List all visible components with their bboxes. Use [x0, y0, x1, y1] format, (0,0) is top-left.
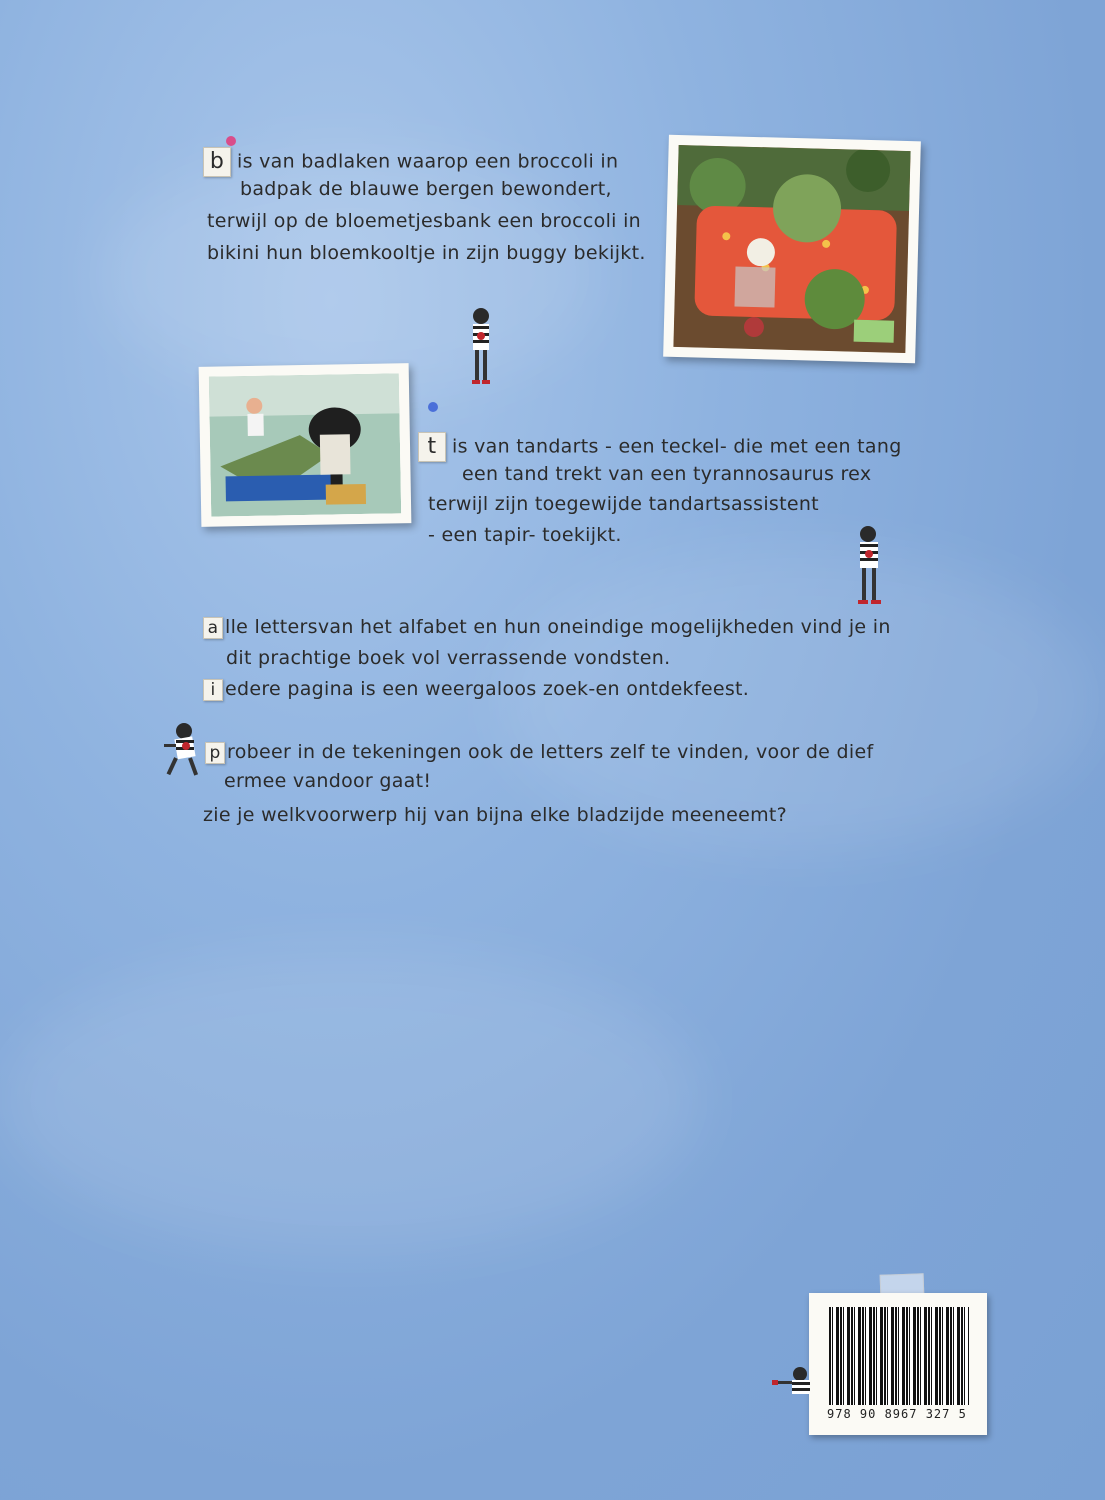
entry-t-line-4: - een tapir- toekijkt.	[428, 524, 622, 546]
barcode-label	[809, 1293, 987, 1435]
entry-a-line-2: dit prachtige boek vol verrassende vondsten.	[226, 647, 671, 669]
entry-p	[205, 739, 873, 765]
entry-b-line-3: terwijl op de bloemetjesbank een broccoli in	[207, 210, 642, 232]
running-thief-icon	[162, 722, 206, 782]
entry-p-line-1: robeer in de tekeningen ook de letters zelf te vinden, voor de dief	[227, 741, 874, 763]
entry-p-line-3: zie je welkvoorwerp hij van bijna elke bladzijde meeneemt?	[203, 804, 788, 826]
thief-figure-icon	[466, 306, 496, 386]
entry-t	[418, 432, 902, 462]
entry-b-line-2: badpak de blauwe bergen bewondert,	[240, 178, 612, 200]
pin-icon	[226, 136, 236, 146]
tapir-dentist-illustration	[199, 363, 412, 527]
entry-t-line-3: terwijl zijn toegewijde tandartsassistent	[428, 493, 819, 515]
entry-a-line-1: lle lettersvan het alfabet en hun oneindige mogelijkheden vind je in	[225, 616, 891, 638]
peeking-thief-icon	[772, 1366, 812, 1396]
barcode-bars	[829, 1307, 969, 1405]
thief-figure-icon	[852, 524, 888, 608]
entry-b	[203, 147, 618, 177]
broccoli-illustration-image	[673, 145, 910, 353]
entry-b-line-1: is van badlaken waarop een broccoli in	[237, 150, 619, 173]
isbn-number: 978 90 8967 327 5	[827, 1407, 967, 1421]
entry-b-line-4: bikini hun bloemkooltje in zijn buggy bekijkt.	[207, 242, 646, 264]
letter-tile-t: t	[418, 432, 446, 462]
background-cloud	[0, 950, 700, 1250]
letter-tile-b: b	[203, 147, 231, 177]
entry-a	[203, 614, 891, 640]
letter-tile-p: p	[205, 742, 225, 764]
letter-tile-a: a	[203, 617, 223, 639]
letter-tile-i: i	[203, 679, 223, 701]
entry-p-line-2: ermee vandoor gaat!	[224, 770, 432, 792]
entry-i	[203, 676, 749, 702]
tapir-illustration-image	[209, 373, 401, 516]
entry-t-line-2: een tand trekt van een tyrannosaurus rex	[462, 463, 872, 485]
pin-icon	[428, 402, 438, 412]
entry-i-line-1: edere pagina is een weergaloos zoek-en ontdekfeest.	[225, 678, 750, 700]
broccoli-sofa-illustration	[663, 135, 921, 364]
entry-t-line-1: is van tandarts - een teckel- die met een tang	[452, 435, 902, 458]
